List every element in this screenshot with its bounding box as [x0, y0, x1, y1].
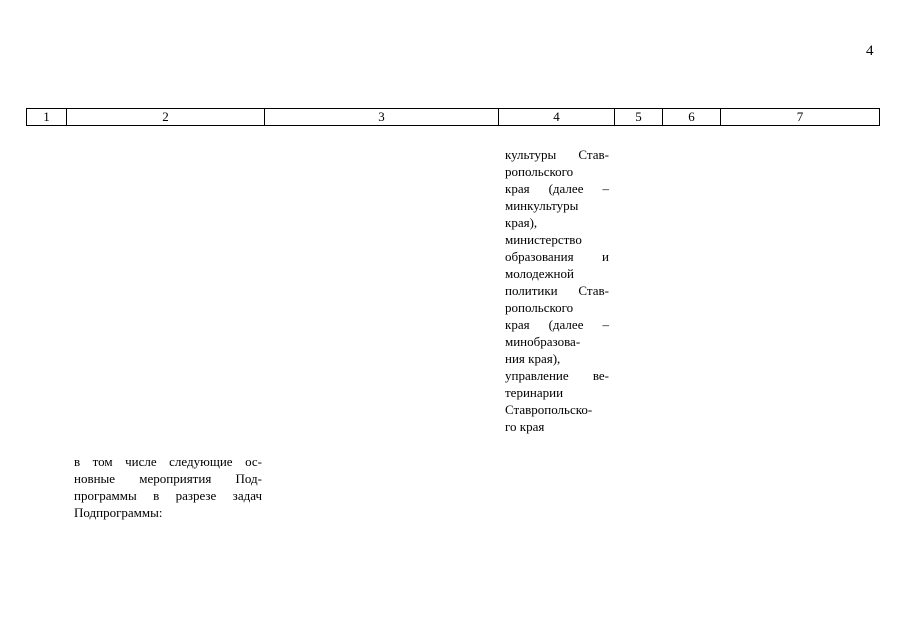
measures-cell-text [74, 453, 262, 521]
column-number-6: 6 [663, 109, 721, 126]
column-number-4: 4 [499, 109, 615, 126]
column-number-5: 5 [615, 109, 663, 126]
text-line: ропольского [505, 164, 574, 179]
column-number-1: 1 [27, 109, 67, 126]
column-number-3: 3 [265, 109, 499, 126]
text-line: министерство [505, 232, 582, 247]
text-line: Подпрограммы: [74, 505, 163, 520]
text-line: края (далее – [505, 181, 609, 196]
text-line: в том числе следующие ос- [74, 454, 262, 469]
column-number-7: 7 [721, 109, 880, 126]
column-numbers-row [27, 109, 880, 126]
executors-cell-text [505, 146, 609, 435]
text-line: культуры Став- [505, 147, 609, 162]
text-line: новные мероприятия Под- [74, 471, 262, 486]
text-line: минкультуры [505, 198, 579, 213]
table-header [26, 108, 880, 126]
text-line: политики Став- [505, 283, 609, 298]
text-line: края (далее – [505, 317, 609, 332]
text-line: ния края), [505, 351, 561, 366]
text-line: теринарии [505, 385, 564, 400]
text-line: управление ве- [505, 368, 609, 383]
text-line: ропольского [505, 300, 574, 315]
text-line: го края [505, 419, 545, 434]
text-line: края), [505, 215, 538, 230]
column-number-2: 2 [67, 109, 265, 126]
text-line: Ставропольско- [505, 402, 593, 417]
page-number: 4 [866, 43, 874, 59]
text-line: минобразова- [505, 334, 581, 349]
text-line: программы в разрезе задач [74, 488, 262, 503]
text-line: молодежной [505, 266, 574, 281]
text-line: образования и [505, 249, 609, 264]
